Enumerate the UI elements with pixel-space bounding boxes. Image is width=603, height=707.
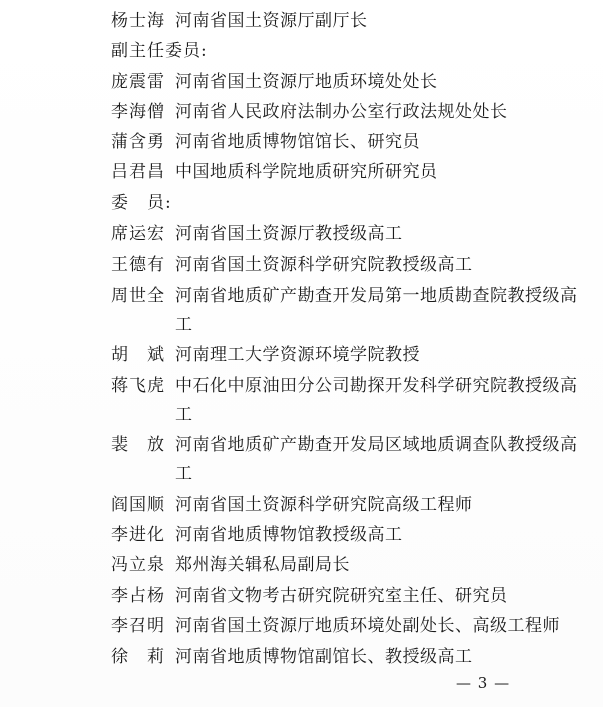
member-title: 中国地质科学院地质研究所研究员 bbox=[175, 162, 438, 182]
member-name: 李进化 bbox=[111, 525, 165, 545]
member-name: 冯立泉 bbox=[111, 555, 165, 575]
member-title: 河南省地质矿产勘查开发局第一地质勘查院教授级高工 bbox=[175, 286, 578, 335]
member-name: 庞震雷 bbox=[111, 72, 165, 92]
member-title: 河南省国土资源厅地质环境处处长 bbox=[175, 72, 438, 92]
member-name: 周世全 bbox=[111, 286, 165, 306]
member-name: 李召明 bbox=[111, 616, 165, 636]
member-title: 河南省地质博物馆副馆长、教授级高工 bbox=[175, 647, 473, 667]
member-title: 河南省文物考古研究院研究室主任、研究员 bbox=[175, 586, 508, 606]
member-title: 河南省国土资源厅副厅长 bbox=[175, 11, 368, 31]
member-name: 李占杨 bbox=[111, 586, 165, 606]
member-title: 河南省国土资源科学研究院教授级高工 bbox=[175, 255, 473, 275]
member-title: 河南省国土资源厅教授级高工 bbox=[175, 224, 403, 244]
member-name: 席运宏 bbox=[111, 224, 165, 244]
member-title: 河南省地质博物馆教授级高工 bbox=[175, 525, 403, 545]
member-name: 吕君昌 bbox=[111, 162, 165, 182]
member-name: 裴 放 bbox=[111, 435, 165, 455]
member-title: 中石化中原油田分公司勘探开发科学研究院教授级高工 bbox=[175, 376, 578, 425]
member-name: 蒋飞虎 bbox=[111, 376, 165, 396]
member-title: 河南省地质矿产勘查开发局区域地质调查队教授级高工 bbox=[175, 435, 578, 484]
member-name: 徐 莉 bbox=[111, 647, 165, 667]
members-heading: 委 员: bbox=[111, 193, 172, 213]
member-title: 河南省人民政府法制办公室行政法规处处长 bbox=[175, 102, 508, 122]
member-name: 阎国顺 bbox=[111, 495, 165, 515]
member-name: 王德有 bbox=[111, 255, 165, 275]
member-name: 蒲含勇 bbox=[111, 132, 165, 152]
member-title: 河南省地质博物馆馆长、研究员 bbox=[175, 132, 420, 152]
member-name: 胡 斌 bbox=[111, 345, 165, 365]
member-name: 杨士海 bbox=[111, 11, 165, 31]
member-title: 郑州海关辑私局副局长 bbox=[175, 555, 350, 575]
member-title: 河南理工大学资源环境学院教授 bbox=[175, 345, 420, 365]
member-title: 河南省国土资源厅地质环境处副处长、高级工程师 bbox=[175, 616, 560, 636]
page-number: — 3 — bbox=[456, 674, 511, 692]
vice-directors-heading: 副主任委员: bbox=[111, 41, 208, 61]
member-name: 李海僧 bbox=[111, 102, 165, 122]
member-title: 河南省国土资源科学研究院高级工程师 bbox=[175, 495, 473, 515]
